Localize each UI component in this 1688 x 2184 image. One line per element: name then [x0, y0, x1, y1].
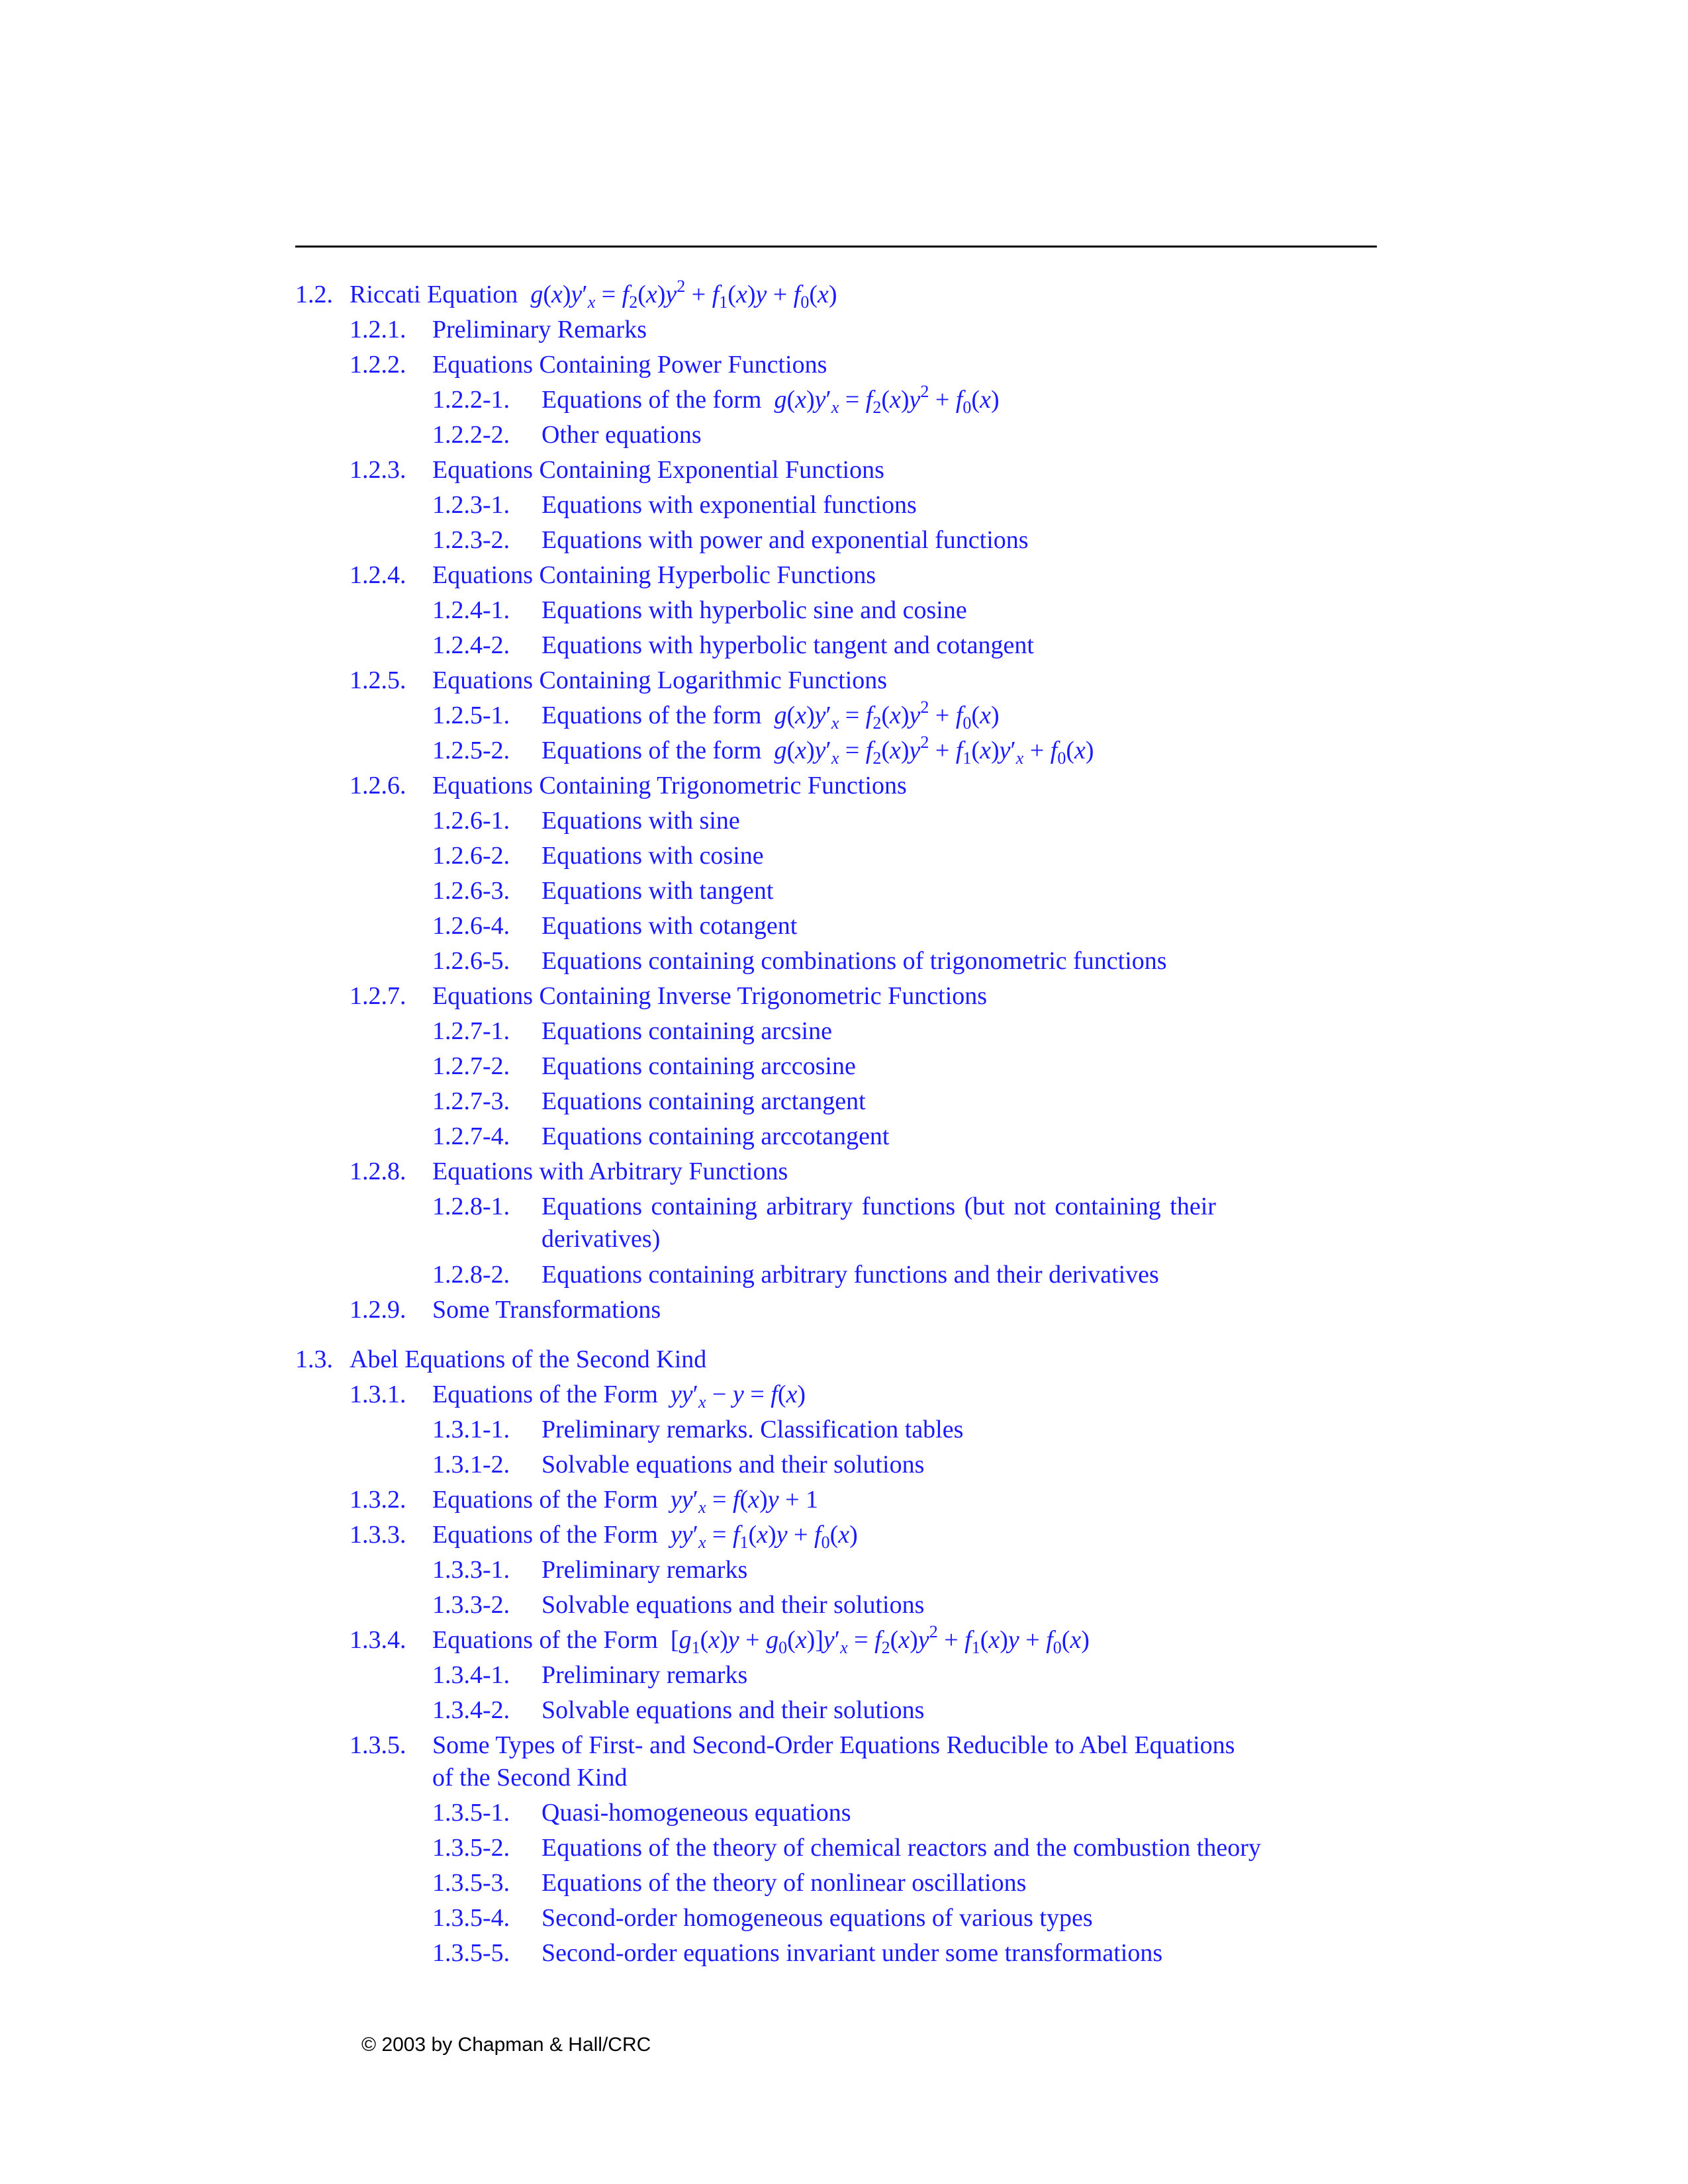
toc-number: 1.2.6-4. [432, 912, 510, 940]
header-rule [295, 246, 1377, 248]
formula: $g(x)y'_x = f_2(x)y^2 + f_1(x)y'_x + f_0(x)$ [774, 733, 1094, 768]
toc-number: 1.2.5-2. [432, 737, 510, 764]
toc-title: Equations of the Form [432, 1381, 658, 1408]
toc-number: 1.2.7. [350, 982, 406, 1010]
toc-number: 1.2.6-3. [432, 877, 510, 905]
toc-title: Second-order equations invariant under some transformations [541, 1939, 1163, 1967]
toc-title: Equations with hyperbolic tangent and cotangent [541, 631, 1034, 659]
formula: $g(x)y'_x = f_2(x)y^2 + f_0(x)$ [774, 698, 1000, 733]
toc-number: 1.2.3-1. [432, 491, 510, 519]
toc-number: 1.2.4-1. [432, 596, 510, 624]
toc-number: 1.2.8-1. [432, 1193, 510, 1220]
toc-number: 1.3.3-2. [432, 1591, 510, 1619]
formula: $g(x)y'_x = f_2(x)y^2 + f_0(x)$ [774, 382, 1000, 417]
formula: $[g_1(x)y + g_0(x)]y'_x = f_2(x)y^2 + f_1(x)y + f_0(x)$ [670, 1622, 1090, 1657]
toc-title: Equations with cosine [541, 842, 764, 870]
toc-title: Equations of the theory of chemical reactors and the combustion theory [541, 1834, 1261, 1862]
toc-title: Solvable equations and their solutions [541, 1591, 925, 1619]
toc-number: 1.2.3-2. [432, 526, 510, 554]
toc-title: Equations Containing Trigonometric Functions [432, 772, 907, 799]
toc-number: 1.2.5. [350, 666, 406, 694]
toc-title: Abel Equations of the Second Kind [350, 1345, 707, 1373]
toc-number: 1.3.4-1. [432, 1661, 510, 1689]
toc-number: 1.3.5-5. [432, 1939, 510, 1967]
toc-number: 1.3.5. [350, 1731, 406, 1759]
toc-number: 1.2.2-2. [432, 421, 510, 449]
toc-title: Equations Containing Power Functions [432, 351, 827, 379]
toc-number: 1.2.2. [350, 351, 406, 379]
toc-number: 1.3.4. [350, 1626, 406, 1654]
toc-number: 1.2.4-2. [432, 631, 510, 659]
toc-title: Equations with cotangent [541, 912, 798, 940]
toc-number: 1.2.8. [350, 1158, 406, 1185]
toc-number: 1.2.5-1. [432, 702, 510, 729]
toc-title: Quasi-homogeneous equations [541, 1799, 851, 1827]
toc-title: Some Types of First- and Second-Order Equations Reducible to Abel Equations [432, 1731, 1235, 1759]
toc-number: 1.3.4-2. [432, 1696, 510, 1724]
toc-number: 1.2.6-1. [432, 807, 510, 835]
toc-title: Equations with tangent [541, 877, 774, 905]
toc-number: 1.2.3. [350, 456, 406, 484]
toc-number: 1.2.7-1. [432, 1017, 510, 1045]
toc-number: 1.2.1. [350, 316, 406, 343]
formula: $yy'_x = f(x)y + 1$ [670, 1486, 818, 1517]
toc-title: Preliminary Remarks [432, 316, 647, 343]
toc-number: 1.2.2-1. [432, 386, 510, 414]
toc-title: Riccati Equation [350, 281, 518, 308]
formula: $yy'_x = f_1(x)y + f_0(x)$ [670, 1521, 858, 1552]
toc-title: Equations with hyperbolic sine and cosine [541, 596, 967, 624]
toc-number: 1.2.7-3. [432, 1087, 510, 1115]
toc-title: Equations Containing Hyperbolic Functions [432, 561, 876, 589]
toc-title: Second-order homogeneous equations of various types [541, 1904, 1093, 1932]
toc-title-continuation: derivatives) [541, 1225, 661, 1253]
formula: $yy'_x - y = f(x)$ [670, 1381, 806, 1412]
toc-title: Equations of the form [541, 702, 762, 729]
toc-title: Equations Containing Logarithmic Functions [432, 666, 888, 694]
toc-title: Equations of the form [541, 737, 762, 764]
toc-number: 1.3.5-1. [432, 1799, 510, 1827]
toc-title: Solvable equations and their solutions [541, 1451, 925, 1479]
toc-title: Preliminary remarks [541, 1661, 748, 1689]
toc-title: Equations of the Form [432, 1486, 658, 1514]
toc-number: 1.3.5-2. [432, 1834, 510, 1862]
toc-title: Equations containing arbitrary functions (but not containing their [541, 1193, 1216, 1220]
formula: $g(x)y'_x = f_2(x)y^2 + f_1(x)y + f_0(x)$ [530, 277, 837, 312]
toc-title: Equations Containing Exponential Functions [432, 456, 884, 484]
toc-number: 1.2.6-2. [432, 842, 510, 870]
toc-title: Equations containing arbitrary functions and their derivatives [541, 1261, 1159, 1289]
toc-number: 1.2.9. [350, 1296, 406, 1324]
toc-title: Equations with power and exponential functions [541, 526, 1029, 554]
toc-number: 1.2.4. [350, 561, 406, 589]
toc-number: 1.3.3-1. [432, 1556, 510, 1584]
toc-title: Equations of the Form [432, 1626, 658, 1654]
toc-number: 1.3.1. [350, 1381, 406, 1408]
toc-number: 1.2.6. [350, 772, 406, 799]
toc-title: Solvable equations and their solutions [541, 1696, 925, 1724]
toc-number: 1.3.3. [350, 1521, 406, 1549]
toc-title: Preliminary remarks. Classification tables [541, 1416, 964, 1443]
toc-number: 1.3.1-1. [432, 1416, 510, 1443]
toc-number: 1.3.2. [350, 1486, 406, 1514]
toc-title: Some Transformations [432, 1296, 661, 1324]
copyright-footer: © 2003 by Chapman & Hall/CRC [361, 2034, 651, 2056]
toc-title: Equations of the theory of nonlinear oscillations [541, 1869, 1027, 1897]
toc-number: 1.2. [295, 281, 333, 308]
toc-title: Equations with Arbitrary Functions [432, 1158, 788, 1185]
toc-title: Equations containing arccosine [541, 1052, 856, 1080]
toc-title: Preliminary remarks [541, 1556, 748, 1584]
toc-number: 1.3.1-2. [432, 1451, 510, 1479]
toc-title: Equations with exponential functions [541, 491, 917, 519]
toc-number: 1.3.5-3. [432, 1869, 510, 1897]
toc-title-continuation: of the Second Kind [432, 1764, 628, 1792]
toc-title: Equations containing arctangent [541, 1087, 866, 1115]
toc-title: Equations of the Form [432, 1521, 658, 1549]
toc-title: Equations containing arccotangent [541, 1122, 890, 1150]
toc-title: Equations containing arcsine [541, 1017, 832, 1045]
toc-title: Equations Containing Inverse Trigonometric Functions [432, 982, 988, 1010]
toc-number: 1.2.8-2. [432, 1261, 510, 1289]
toc-number: 1.3. [295, 1345, 333, 1373]
toc-number: 1.2.7-4. [432, 1122, 510, 1150]
toc-number: 1.3.5-4. [432, 1904, 510, 1932]
toc-number: 1.2.7-2. [432, 1052, 510, 1080]
toc-number: 1.2.6-5. [432, 947, 510, 975]
toc-title: Equations of the form [541, 386, 762, 414]
toc-title: Other equations [541, 421, 702, 449]
toc-title: Equations with sine [541, 807, 740, 835]
toc-title: Equations containing combinations of trigonometric functions [541, 947, 1167, 975]
